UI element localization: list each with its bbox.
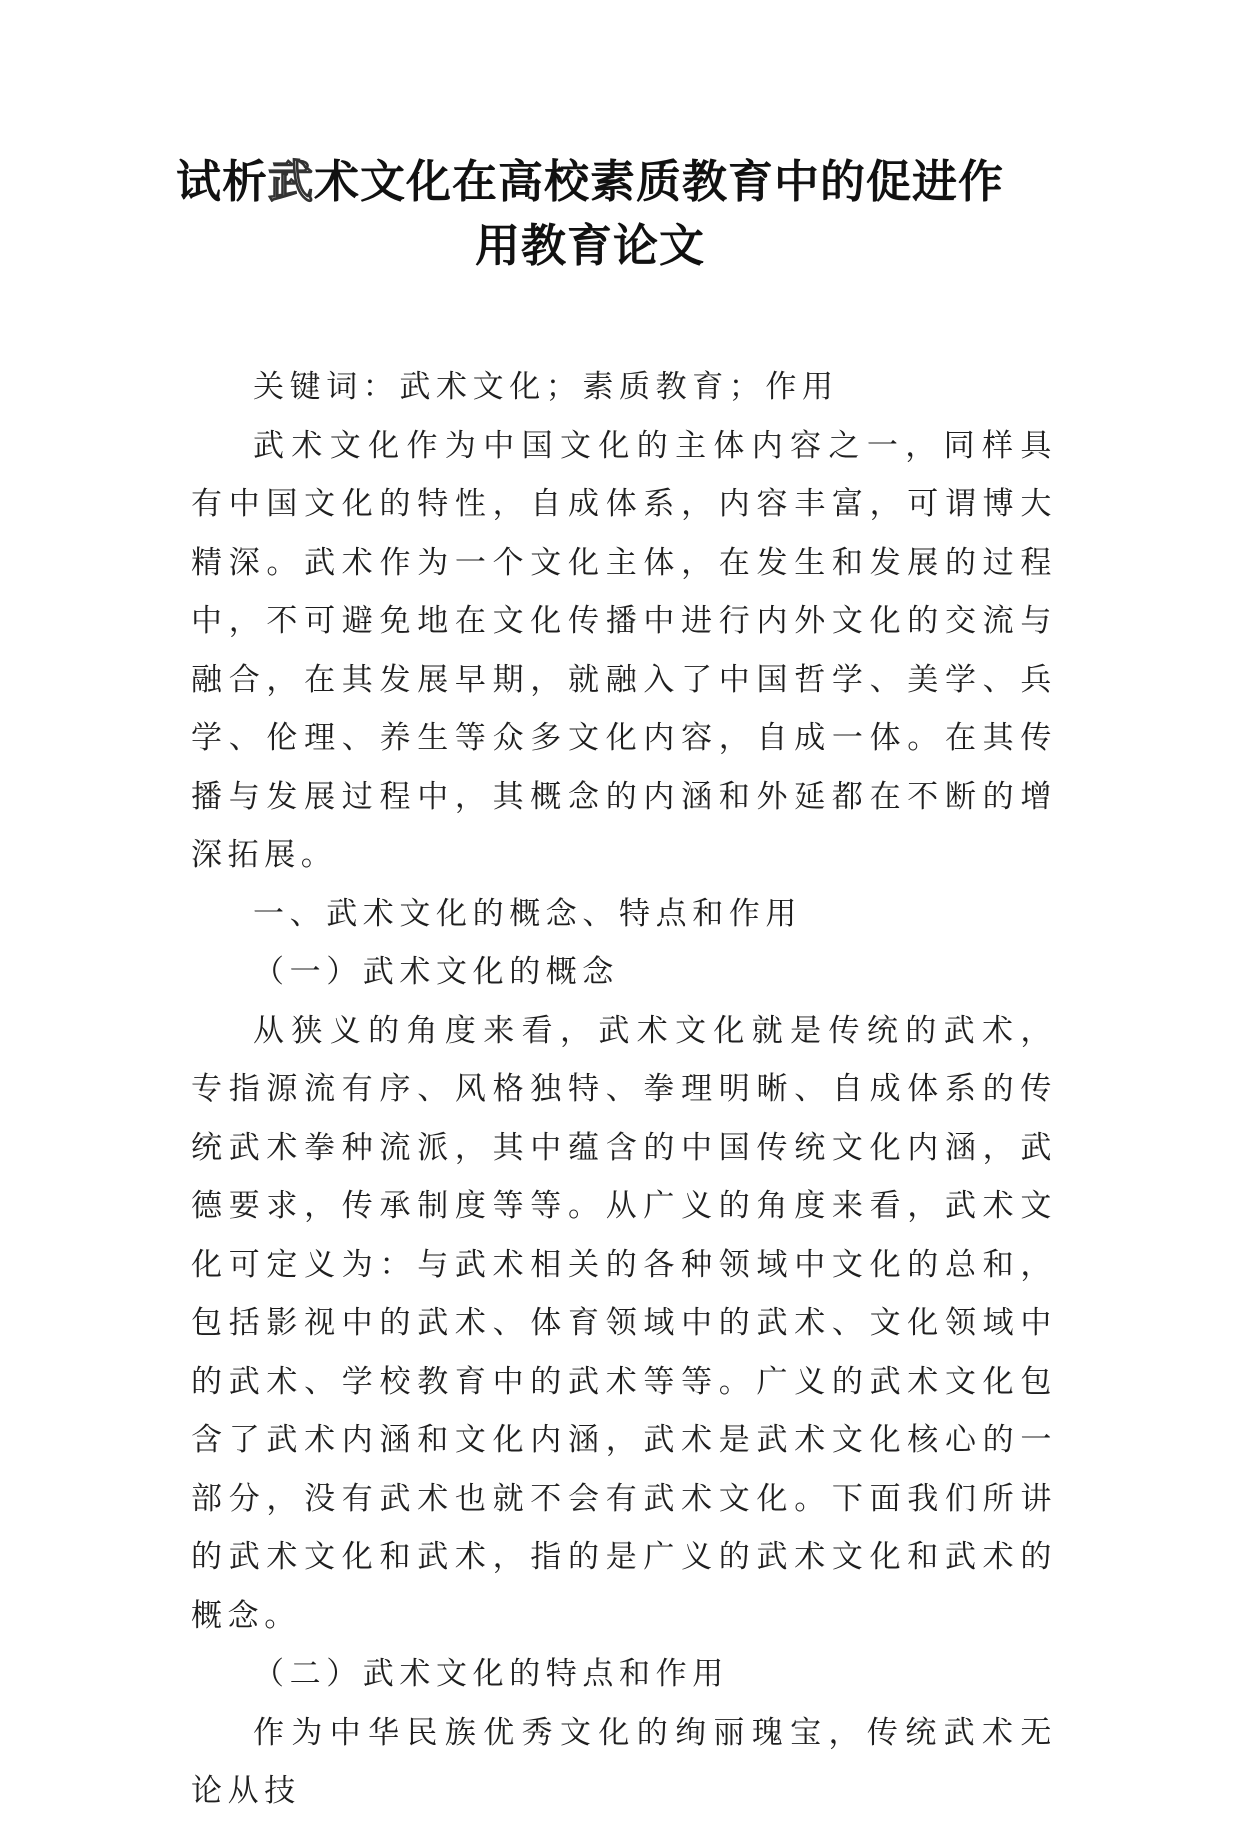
body-paragraph: 武术文化作为中国文化的主体内容之一，同样具有中国文化的特性，自成体系，内容丰富，可谓博大精深。武术作为一个文化主体，在发生和发展的过程中，不可避免地在文化传播中进行内外文化的交流与融合，在其发展早期，就融入了中国哲学、美学、兵学、伦理、养生等众多文化内容，自成一体。在其传播与发展过程中，其概念的内涵和外延都在不断的增深拓展。 xyxy=(191,427,1057,873)
keywords-line: 关键词：武术文化；素质教育；作用 xyxy=(253,369,839,405)
title-prefix: 试析 xyxy=(175,155,268,208)
document-body xyxy=(191,358,1057,1821)
title-outlined-character: 武 xyxy=(267,155,314,208)
section-heading: 一、武术文化的概念、特点和作用 xyxy=(253,895,802,932)
title-suffix: 术文化在高校素质教育中的促进作 xyxy=(314,155,1005,208)
subsection-heading: （二）武术文化的特点和作用 xyxy=(253,1656,729,1692)
document-title xyxy=(150,150,1030,278)
subsection-heading: （一）武术文化的概念 xyxy=(253,954,619,990)
body-paragraph: 作为中华民族优秀文化的绚丽瑰宝，传统武术无论从技 xyxy=(191,1714,1057,1809)
body-paragraph: 从狭义的角度来看，武术文化就是传统的武术，专指源流有序、风格独特、拳理明晰、自成体系的传统武术拳种流派，其中蕴含的中国传统文化内涵，武德要求，传承制度等等。从广义的角度来看，武术文化可定义为：与武术相关的各种领域中文化的总和，包括影视中的武术、体育领域中的武术、文化领域中的武术、学校教育中的武术等等。广义的武术文化包含了武术内涵和文化内涵，武术是武术文化核心的一部分，没有武术也就不会有武术文化。下面我们所讲的武术文化和武术，指的是广义的武术文化和武术的概念。 xyxy=(191,1012,1057,1634)
title-line-1 xyxy=(150,150,1030,214)
title-line-2: 用教育论文 xyxy=(474,219,705,272)
